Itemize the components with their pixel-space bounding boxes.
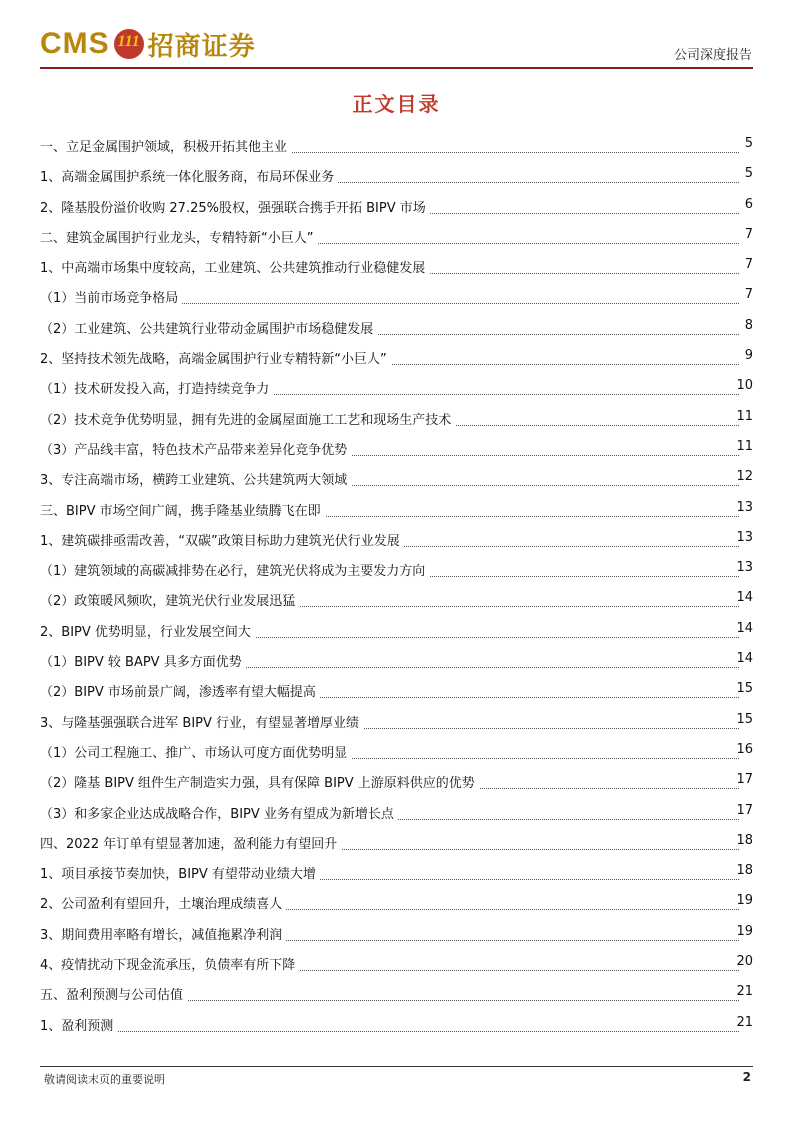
table-of-contents [40, 132, 753, 1041]
toc-entry-title: 3、与隆基强强联合进军 BIPV 行业，有望显著增厚业绩 [40, 712, 363, 731]
toc-entry-title: 1、项目承接节奏加快，BIPV 有望带动业绩大增 [40, 863, 320, 882]
toc-entry[interactable] [40, 405, 753, 435]
toc-entry-page: 10 [732, 378, 753, 393]
toc-entry-page: 21 [732, 1015, 753, 1030]
toc-entry-page: 13 [732, 500, 753, 515]
toc-entry-page: 21 [732, 984, 753, 999]
toc-entry-page: 19 [732, 924, 753, 939]
logo-cn-text: 招商证券 [147, 31, 256, 62]
toc-entry[interactable] [40, 435, 753, 465]
toc-entry-page: 13 [732, 560, 753, 575]
toc-entry[interactable] [40, 738, 753, 768]
toc-entry-title: 2、BIPV 优势明显，行业发展空间大 [40, 621, 255, 640]
toc-entry-title: （1）技术研发投入高，打造持续竞争力 [40, 378, 273, 397]
footer-divider [40, 1066, 753, 1067]
toc-entry[interactable] [40, 162, 753, 192]
toc-entry-page: 7 [741, 227, 753, 242]
toc-entry-page: 16 [732, 742, 753, 757]
toc-entry-page: 18 [732, 833, 753, 848]
page-header [0, 0, 793, 70]
toc-entry[interactable] [40, 314, 753, 344]
toc-entry-page: 14 [732, 651, 753, 666]
toc-entry-page: 17 [732, 803, 753, 818]
toc-entry[interactable] [40, 617, 753, 647]
toc-entry-page: 14 [732, 621, 753, 636]
toc-entry-page: 13 [732, 530, 753, 545]
page-number: 2 [742, 1070, 751, 1084]
toc-entry-title: 3、专注高端市场，横跨工业建筑、公共建筑两大领域 [40, 469, 351, 488]
toc-entry-title: （1）公司工程施工、推广、市场认可度方面优势明显 [40, 742, 351, 761]
toc-entry[interactable] [40, 1011, 753, 1041]
toc-entry-title: 1、高端金属围护系统一体化服务商，布局环保业务 [40, 166, 338, 185]
toc-entry-page: 11 [732, 439, 753, 454]
toc-entry-title: 3、期间费用率略有增长，减值拖累净利润 [40, 924, 286, 943]
toc-entry-title: （2）政策暖风频吹，建筑光伏行业发展迅猛 [40, 590, 299, 609]
toc-entry-page: 9 [741, 348, 753, 363]
toc-entry-title: （3）产品线丰富，特色技术产品带来差异化竞争优势 [40, 439, 351, 458]
toc-entry-page: 14 [732, 590, 753, 605]
page-title: 正文目录 [352, 92, 441, 116]
logo-emblem-text: 111 [117, 33, 140, 50]
cms-logo [40, 24, 256, 64]
toc-entry-title: （3）和多家企业达成战略合作，BIPV 业务有望成为新增长点 [40, 803, 398, 822]
report-type-label: 公司深度报告 [673, 48, 752, 63]
toc-entry[interactable] [40, 980, 753, 1010]
logo-cms-text: CMS [40, 27, 110, 60]
toc-entry-page: 12 [732, 469, 753, 484]
toc-entry-page: 15 [732, 712, 753, 727]
toc-entry[interactable] [40, 586, 753, 616]
toc-entry-title: （1）建筑领域的高碳减排势在必行，建筑光伏将成为主要发力方向 [40, 560, 429, 579]
toc-entry[interactable] [40, 132, 753, 162]
toc-entry-page: 5 [741, 166, 753, 181]
toc-entry-title: 2、公司盈利有望回升，土壤治理成绩喜人 [40, 893, 286, 912]
toc-entry[interactable] [40, 768, 753, 798]
toc-entry[interactable] [40, 344, 753, 374]
toc-entry-title: 4、疫情扰动下现金流承压，负债率有所下降 [40, 954, 299, 973]
toc-entry-page: 8 [741, 318, 753, 333]
toc-leader-dots [40, 1031, 739, 1032]
toc-entry[interactable] [40, 556, 753, 586]
toc-entry-title: （2）技术竞争优势明显，拥有先进的金属屋面施工工艺和现场生产技术 [40, 409, 455, 428]
toc-entry[interactable] [40, 889, 753, 919]
toc-entry-page: 5 [741, 136, 753, 151]
toc-entry[interactable] [40, 920, 753, 950]
toc-entry-page: 19 [732, 893, 753, 908]
toc-entry[interactable] [40, 465, 753, 495]
toc-entry[interactable] [40, 647, 753, 677]
toc-entry-page: 17 [732, 772, 753, 787]
toc-entry-title: 2、隆基股份溢价收购 27.25%股权，强强联合携手开拓 BIPV 市场 [40, 197, 430, 216]
toc-entry[interactable] [40, 253, 753, 283]
toc-entry-title: （1）BIPV 较 BAPV 具多方面优势 [40, 651, 246, 670]
toc-entry-page: 18 [732, 863, 753, 878]
toc-entry-title: 四、2022 年订单有望显著加速，盈利能力有望回升 [40, 833, 341, 852]
toc-entry-title: 二、建筑金属围护行业龙头，专精特新“小巨人” [40, 227, 317, 246]
toc-entry[interactable] [40, 677, 753, 707]
header-divider [40, 67, 753, 69]
toc-entry-page: 15 [732, 681, 753, 696]
toc-entry-title: 三、BIPV 市场空间广阔，携手隆基业绩腾飞在即 [40, 500, 325, 519]
toc-entry[interactable] [40, 283, 753, 313]
toc-entry[interactable] [40, 829, 753, 859]
toc-entry-title: 五、盈利预测与公司估值 [40, 984, 187, 1003]
toc-entry-page: 7 [741, 257, 753, 272]
toc-entry-title: （2）工业建筑、公共建筑行业带动金属围护市场稳健发展 [40, 318, 377, 337]
toc-entry[interactable] [40, 374, 753, 404]
toc-entry-title: 1、盈利预测 [40, 1015, 117, 1034]
toc-entry-page: 11 [732, 409, 753, 424]
toc-entry[interactable] [40, 799, 753, 829]
logo-emblem-icon [114, 29, 144, 59]
toc-entry[interactable] [40, 708, 753, 738]
toc-entry-title: 一、立足金属围护领域，积极开拓其他主业 [40, 136, 291, 155]
toc-entry-title: （2）BIPV 市场前景广阔，渗透率有望大幅提高 [40, 681, 320, 700]
toc-entry-title: 1、建筑碳排亟需改善，“双碳”政策目标助力建筑光伏行业发展 [40, 530, 404, 549]
toc-entry-title: （2）隆基 BIPV 组件生产制造实力强，具有保障 BIPV 上游原料供应的优势 [40, 772, 479, 791]
toc-entry[interactable] [40, 526, 753, 556]
toc-entry-page: 6 [741, 197, 753, 212]
toc-entry-title: 1、中高端市场集中度较高，工业建筑、公共建筑推动行业稳健发展 [40, 257, 429, 276]
toc-entry[interactable] [40, 950, 753, 980]
footer-note: 敬请阅读末页的重要说明 [44, 1073, 165, 1086]
toc-entry[interactable] [40, 193, 753, 223]
toc-entry-page: 7 [741, 287, 753, 302]
toc-entry[interactable] [40, 223, 753, 253]
toc-entry-title: （1）当前市场竞争格局 [40, 287, 182, 306]
toc-entry[interactable] [40, 859, 753, 889]
toc-entry-title: 2、坚持技术领先战略，高端金属围护行业专精特新“小巨人” [40, 348, 391, 367]
toc-entry-page: 20 [732, 954, 753, 969]
toc-entry[interactable] [40, 496, 753, 526]
